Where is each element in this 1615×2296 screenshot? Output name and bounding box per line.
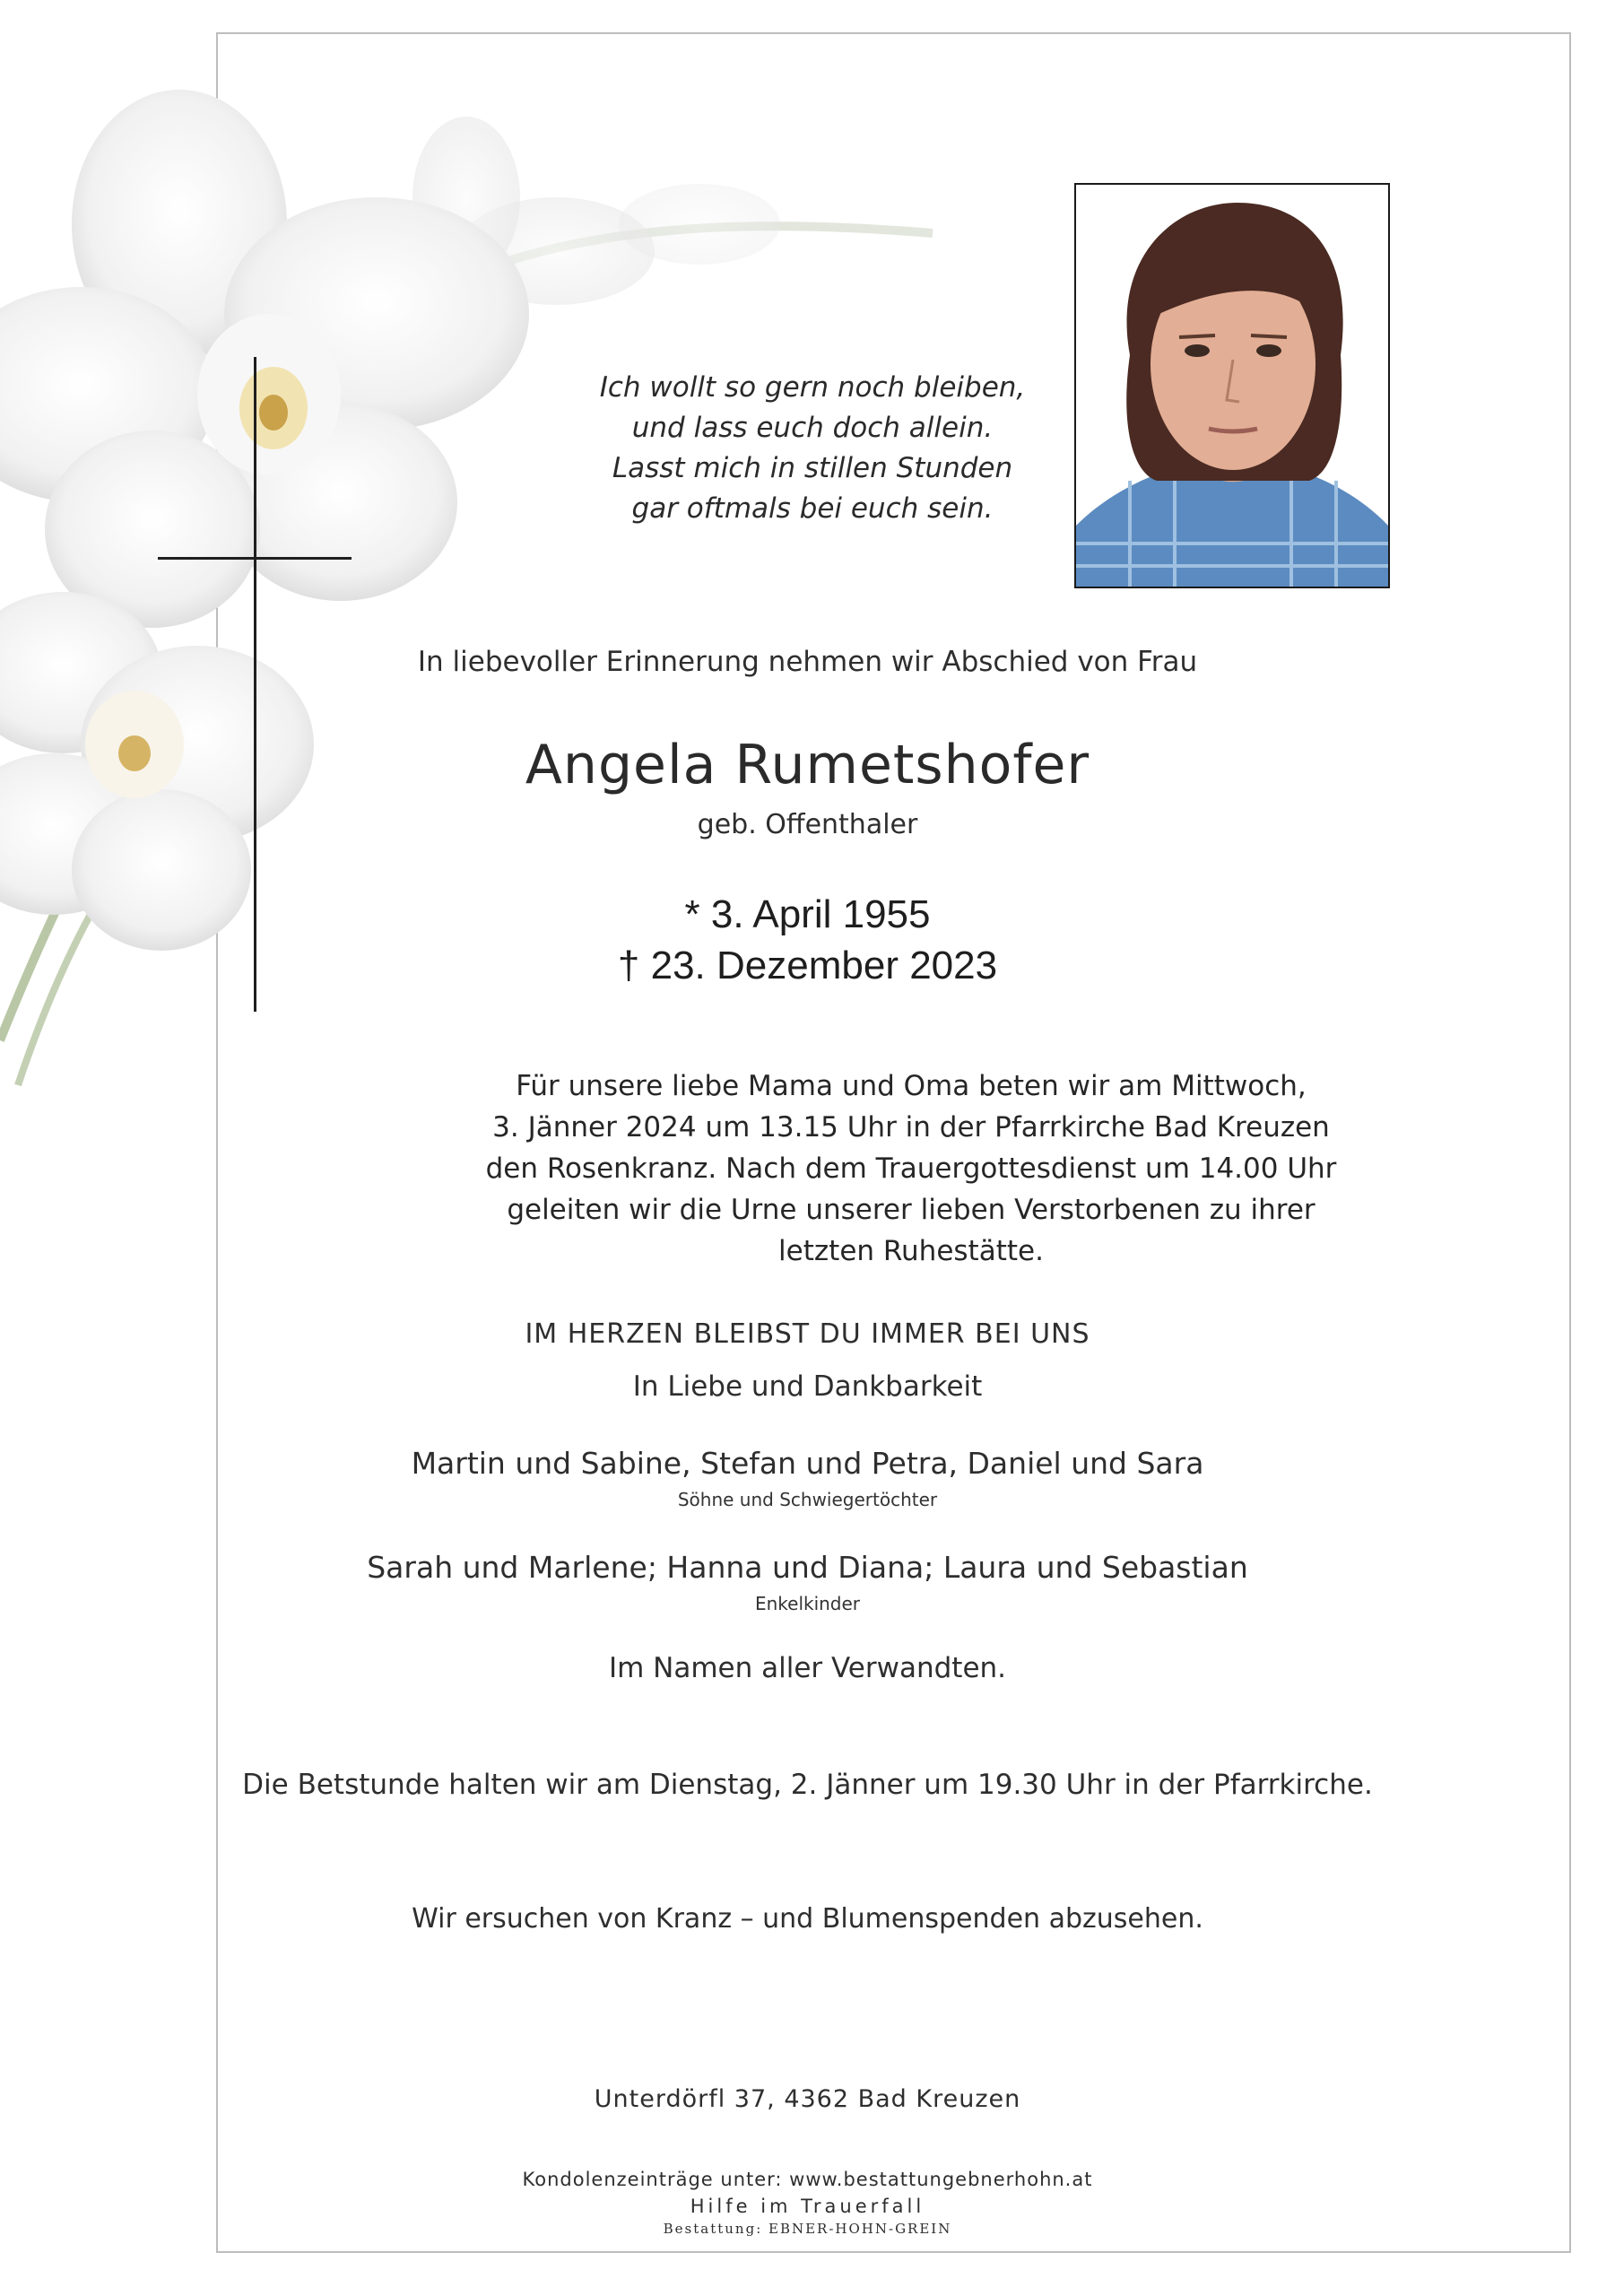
deceased-name: Angela Rumetshofer	[525, 734, 1090, 796]
verse-line: Ich wollt so gern noch bleiben,	[599, 371, 1026, 404]
grandchildren-label: Enkelkinder	[754, 1593, 861, 1614]
gratitude-line: In Liebe und Dankbarkeit	[632, 1370, 983, 1403]
death-date: † 23. Dezember 2023	[617, 944, 998, 987]
grandchildren-names: Sarah und Marlene; Hanna und Diana; Laura und Sebastian	[367, 1550, 1248, 1585]
service-line: letzten Ruhestätte.	[778, 1235, 1044, 1267]
orchid-icon	[0, 99, 1004, 1085]
verse-line: und lass euch doch allein.	[631, 412, 994, 444]
prayer-hour: Die Betstunde halten wir am Dienstag, 2. Jänner um 19.30 Uhr in der Pfarrkirche.	[242, 1769, 1373, 1801]
motto: IM HERZEN BLEIBST DU IMMER BEI UNS	[525, 1318, 1090, 1350]
condolence-link[interactable]: Kondolenzeinträge unter: www.bestattungebnerhohn.at	[522, 2169, 1093, 2190]
service-paragraph	[404, 1065, 1418, 1272]
address: Unterdörfl 37, 4362 Bad Kreuzen	[594, 2085, 1021, 2113]
help-tagline: Hilfe im Trauerfall	[690, 2196, 925, 2217]
service-line: den Rosenkranz. Nach dem Trauergottesdienst um 14.00 Uhr	[485, 1152, 1337, 1185]
maiden-name: geb. Offenthaler	[697, 809, 918, 840]
service-line: Für unsere liebe Mama und Oma beten wir am Mittwoch,	[516, 1070, 1307, 1102]
birth-date: * 3. April 1955	[684, 892, 931, 936]
verse-line: Lasst mich in stillen Stunden	[612, 452, 1013, 484]
service-line: 3. Jänner 2024 um 13.15 Uhr in der Pfarrkirche Bad Kreuzen	[492, 1111, 1330, 1144]
funeral-home-name: Bestattung: EBNER-HOHN-GREIN	[663, 2221, 952, 2237]
portrait-photo	[1074, 183, 1390, 588]
verse	[543, 368, 1081, 529]
donation-note: Wir ersuchen von Kranz – und Blumenspenden abzusehen.	[412, 1903, 1203, 1935]
sons-label: Söhne und Schwiegertöchter	[677, 1489, 938, 1510]
sons-names: Martin und Sabine, Stefan und Petra, Daniel und Sara	[411, 1446, 1204, 1481]
verse-line: gar oftmals bei euch sein.	[631, 492, 994, 525]
service-line: geleiten wir die Urne unserer lieben Verstorbenen zu ihrer	[507, 1194, 1315, 1226]
cross-bar	[158, 557, 352, 560]
relatives-line: Im Namen aller Verwandten.	[608, 1652, 1007, 1684]
intro-text: In liebevoller Erinnerung nehmen wir Abschied von Frau	[417, 646, 1198, 678]
